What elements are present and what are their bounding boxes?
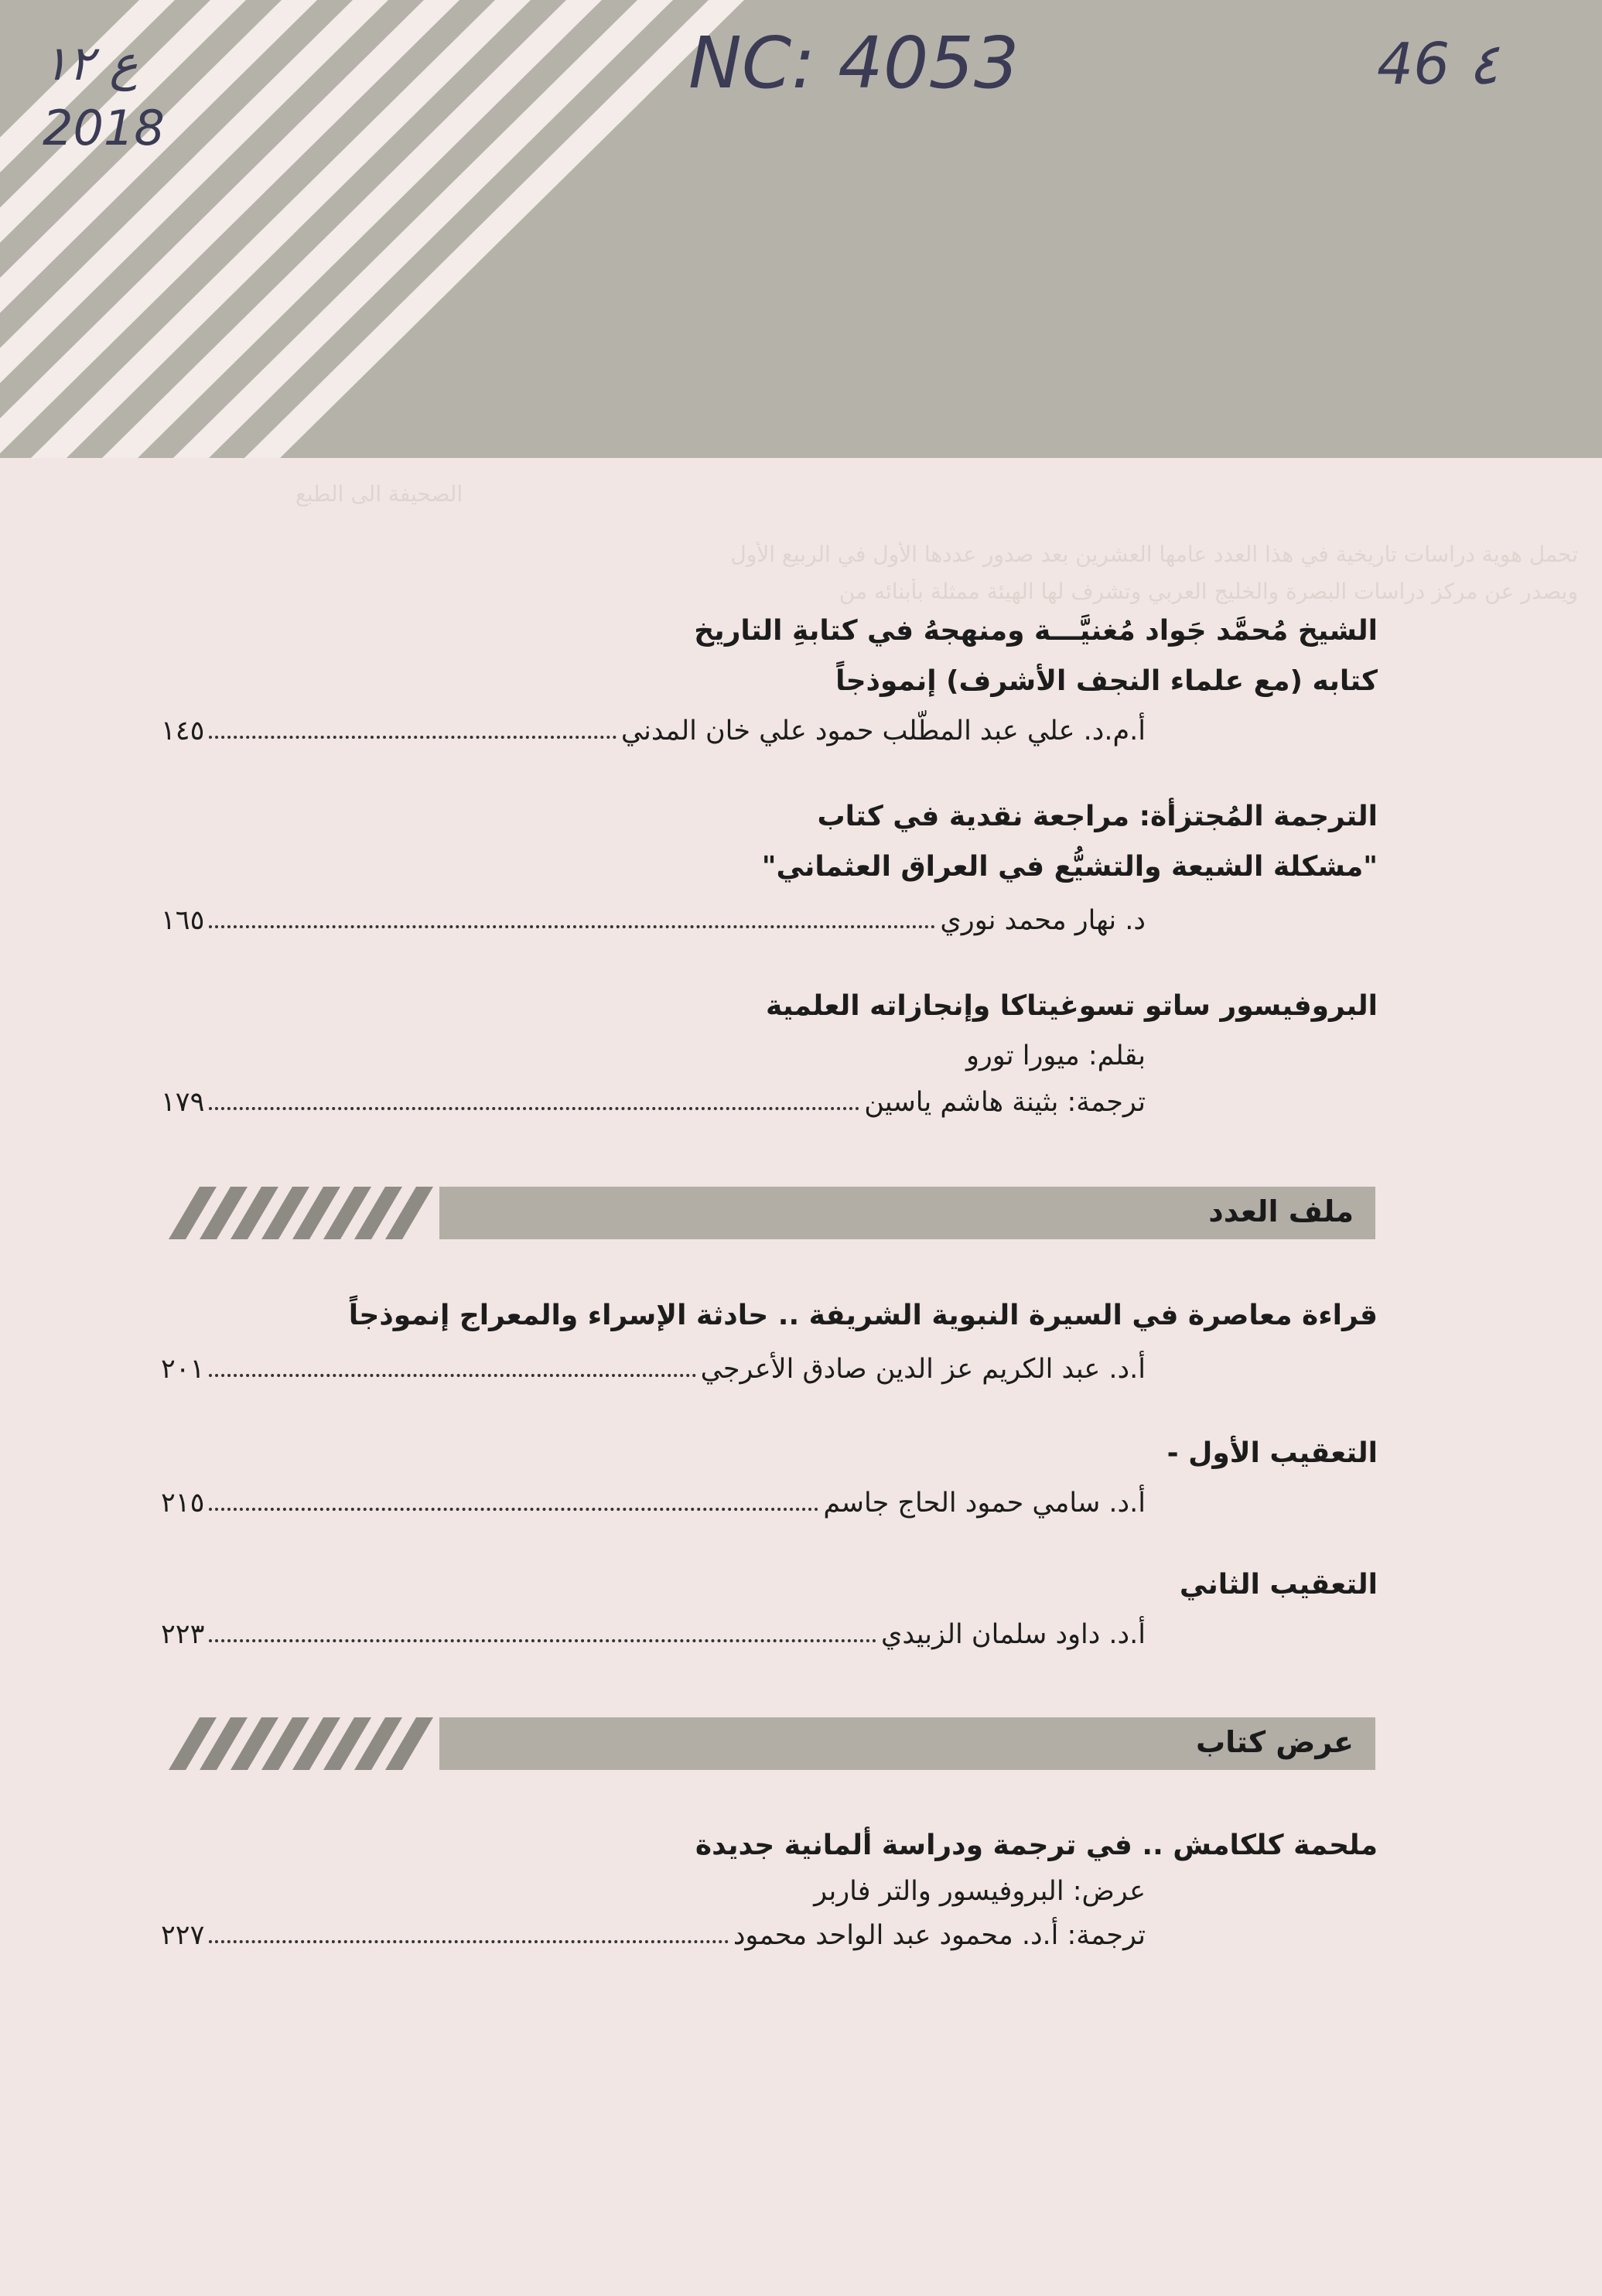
entry-page-number: ١٧٩ bbox=[161, 1087, 205, 1118]
leader-dots bbox=[209, 736, 617, 739]
entry-title: "مشكلة الشيعة والتشيُّع في العراق العثماني" bbox=[761, 851, 1378, 883]
entry-author-row bbox=[161, 897, 1146, 936]
entry-author: أ.م.د. علي عبد المطّلب حمود علي خان المدني bbox=[620, 716, 1146, 747]
handwritten-call-number: NC: 4053 bbox=[688, 22, 1020, 104]
section-stripes-decoration bbox=[161, 1717, 439, 1770]
banner-stripe bbox=[244, 0, 744, 458]
entry-page-number: ١٦٥ bbox=[161, 905, 205, 936]
leader-dots bbox=[209, 1940, 728, 1943]
section-title: عرض كتاب bbox=[1195, 1725, 1354, 1759]
entry-page-number: ٢٠١ bbox=[161, 1354, 205, 1385]
entry-author-row bbox=[161, 1912, 1146, 1951]
section-header-bar bbox=[161, 1187, 1375, 1239]
entry-title: كتابه (مع علماء النجف الأشرف) إنموذجاً bbox=[835, 665, 1378, 697]
entry-author: أ.د. سامي حمود الحاج جاسم bbox=[823, 1488, 1146, 1519]
section-stripes-decoration bbox=[161, 1187, 439, 1239]
leader-dots bbox=[209, 1508, 818, 1511]
entry-author: أ.د. عبد الكريم عز الدين صادق الأعرجي bbox=[700, 1354, 1146, 1385]
leader-dots bbox=[209, 925, 935, 928]
entry-page-number: ٢٢٧ bbox=[161, 1920, 205, 1951]
section-header-bar bbox=[161, 1717, 1375, 1770]
entry-author: ترجمة: أ.د. محمود عبد الواحد محمود bbox=[733, 1920, 1146, 1951]
entry-title: قراءة معاصرة في السيرة النبوية الشريفة .. حادثة الإسراء والمعراج إنموذجاً bbox=[348, 1300, 1378, 1331]
bleed-through-text: الصحيفة الى الطبع bbox=[295, 481, 463, 507]
entry-title: ملحمة كلكامش .. في ترجمة ودراسة ألمانية جديدة bbox=[695, 1830, 1378, 1861]
entry-author: ترجمة: بثينة هاشم ياسين bbox=[864, 1087, 1146, 1118]
entry-author-row bbox=[161, 708, 1146, 747]
entry-page-number: ٢١٥ bbox=[161, 1488, 205, 1519]
banner-stripe bbox=[173, 0, 673, 458]
entry-title: البروفيسور ساتو تسوغيتاكا وإنجازاته العلمية bbox=[766, 990, 1378, 1022]
entry-author-row bbox=[161, 1611, 1146, 1650]
entry-author: أ.د. داود سلمان الزبيدي bbox=[880, 1619, 1146, 1650]
entry-page-number: ٢٢٣ bbox=[161, 1619, 205, 1650]
leader-dots bbox=[209, 1374, 695, 1377]
entry-page-number: ١٤٥ bbox=[161, 716, 205, 747]
entry-author: د. نهار محمد نوري bbox=[940, 905, 1146, 936]
leader-dots bbox=[209, 1107, 859, 1110]
handwritten-note-right: 46 ٤ bbox=[1377, 31, 1499, 97]
handwritten-note-left: ع ١٢ 2018 bbox=[43, 35, 165, 156]
entry-author-row bbox=[161, 1079, 1146, 1118]
entry-byline: بقلم: ميورا تورو bbox=[965, 1040, 1146, 1071]
entry-title: التعقيب الأول - bbox=[1166, 1437, 1378, 1469]
banner-stripe bbox=[102, 0, 602, 458]
leader-dots bbox=[209, 1639, 876, 1642]
entry-author-row bbox=[161, 1480, 1146, 1519]
section-title: ملف العدد bbox=[1208, 1194, 1354, 1228]
entry-title: الشيخ مُحمَّد جَواد مُغنيَّـــة ومنهجهُ في كتابةِ التاريخ bbox=[694, 615, 1378, 647]
entry-title: الترجمة المُجتزأة: مراجعة نقدية في كتاب bbox=[817, 801, 1378, 832]
bleed-through-text: تحمل هوية دراسات تاريخية في هذا العدد عامها العشرين بعد صدور عددها الأول في الربيع الأول bbox=[730, 542, 1578, 567]
entry-author-row bbox=[161, 1346, 1146, 1385]
entry-title: التعقيب الثاني bbox=[1179, 1569, 1378, 1601]
bleed-through-text: ويصدر عن مركز دراسات البصرة والخليج العربي وتشرف لها الهيئة ممثلة بأبنائه من bbox=[839, 579, 1578, 604]
entry-byline: عرض: البروفيسور والتر فاربر bbox=[814, 1876, 1146, 1907]
